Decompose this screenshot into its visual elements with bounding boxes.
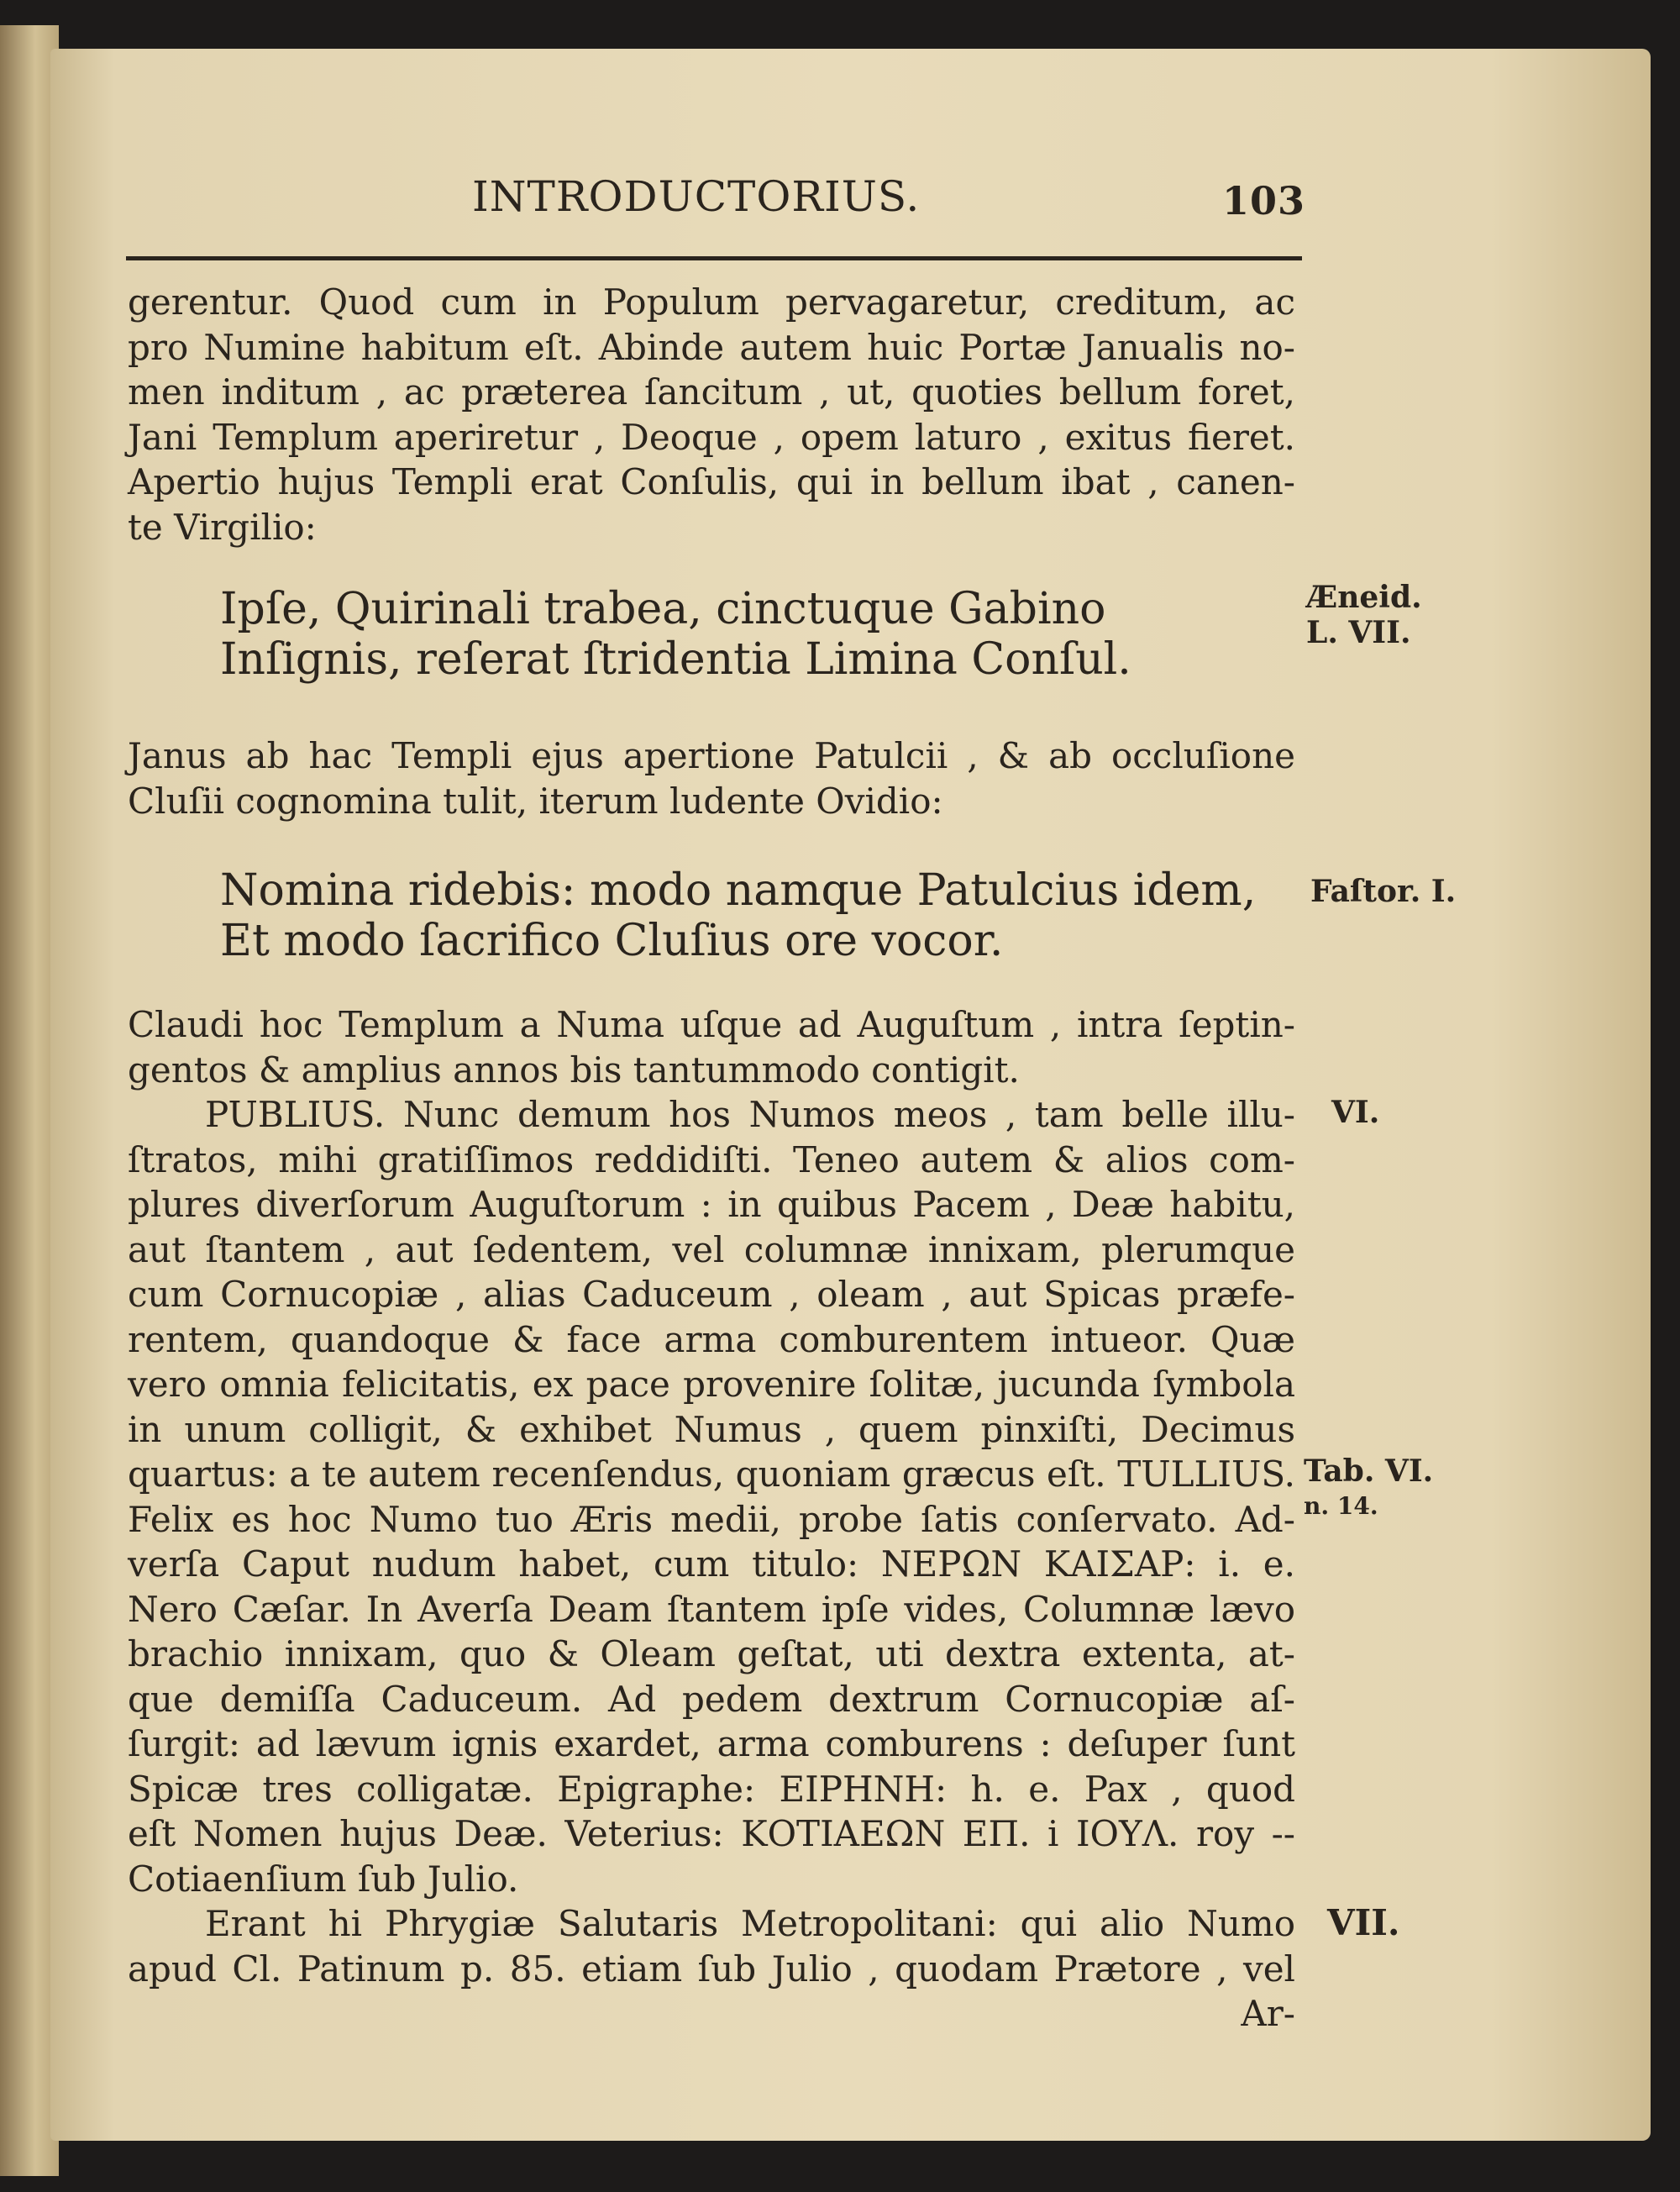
- paragraph-4: [128, 1092, 1295, 1901]
- text-line: Jani Templum aperiretur , Deoque , opem laturo , exitus fieret.: [128, 416, 1295, 458]
- text-line: Erant hi Phrygiæ Salutaris Metropolitani: qui alio Numo: [205, 1903, 1295, 1944]
- margin-text: Æneid.: [1306, 580, 1422, 615]
- text-line: Cotiaenſium ſub Julio.: [128, 1858, 519, 1900]
- text-line: aut ſtantem , aut ſedentem, vel columnæ innixam, plerumque: [128, 1228, 1295, 1270]
- verse-line: Et modo ſacrifico Cluſius ore vocor.: [220, 916, 1004, 966]
- verse-line: Inſignis, reſerat ſtridentia Limina Conſul.: [220, 634, 1131, 685]
- verse-quotation-2: [220, 865, 1256, 966]
- text-line: Felix es hoc Numo tuo Æris medii, probe ſatis conſervato. Ad-: [128, 1498, 1295, 1540]
- paragraph-3: [128, 1002, 1295, 1092]
- margin-note-fastor: Faſtor. I.: [1310, 874, 1457, 909]
- paragraph-1: [128, 280, 1295, 549]
- text-line: cum Cornucopiæ , alias Caduceum , oleam , aut Spicas præfe-: [128, 1274, 1295, 1315]
- margin-note-tab: [1304, 1453, 1433, 1524]
- text-line: Cluſii cognomina tulit, iterum ludente Ovidio:: [128, 780, 943, 822]
- page-number: 103: [1222, 178, 1306, 223]
- text-line: apud Cl. Patinum p. 85. etiam ſub Julio , quodam Prætore , vel: [128, 1948, 1295, 1990]
- paragraph-5: [128, 1901, 1295, 2037]
- margin-note-aeneid: [1306, 580, 1422, 650]
- text-line: ſurgit: ad lævum ignis exardet, arma comburens : deſuper ſunt: [128, 1723, 1295, 1764]
- text-line: ſtratos, mihi gratiſſimos reddidiſti. Teneo autem & alios com-: [128, 1138, 1295, 1180]
- text-line: vero omnia felicitatis, ex pace provenire ſolitæ, jucunda ſymbola: [128, 1364, 1295, 1405]
- text-line: men inditum , ac præterea ſancitum , ut, quoties bellum foret,: [128, 371, 1295, 413]
- text-line: brachio innixam, quo & Oleam geſtat, uti dextra extenta, at-: [128, 1633, 1295, 1674]
- text-line: PUBLIUS. Nunc demum hos Numos meos , tam belle illu-: [205, 1094, 1295, 1135]
- text-line: rentem, quandoque & face arma comburentem intueor. Quæ: [128, 1318, 1295, 1360]
- running-head: INTRODUCTORIUS.: [472, 172, 921, 221]
- text-line: Janus ab hac Templi ejus apertione Patulcii , & ab occluſione: [128, 735, 1295, 776]
- text-line: Apertio hujus Templi erat Conſulis, qui in bellum ibat , canen-: [128, 461, 1295, 502]
- margin-note-vi: VI.: [1331, 1095, 1380, 1130]
- verse-line: Ipſe, Quirinali trabea, cinctuque Gabino: [220, 584, 1106, 634]
- margin-note-vii: VII.: [1327, 1902, 1400, 1943]
- margin-text: Tab. VI.: [1304, 1453, 1434, 1489]
- text-line: verſa Caput nudum habet, cum titulo: ΝΕΡΩΝ ΚΑΙΣΑΡ: i. e.: [128, 1543, 1295, 1585]
- verse-quotation-1: [220, 584, 1131, 685]
- catchword: Ar-: [1241, 1993, 1295, 2034]
- verse-line: Nomina ridebis: modo namque Patulcius idem,: [220, 865, 1257, 916]
- text-line: plures diverſorum Auguſtorum : in quibus Pacem , Deæ habitu,: [128, 1184, 1295, 1225]
- margin-text: L. VII.: [1306, 615, 1411, 650]
- text-line: Claudi hoc Templum a Numa uſque ad Auguſtum , intra ſeptin-: [128, 1004, 1295, 1045]
- header-rule: [126, 256, 1302, 260]
- text-line: que demiſſa Caduceum. Ad pedem dextrum Cornucopiæ aſ-: [128, 1678, 1295, 1720]
- text-line: gerentur. Quod cum in Populum pervagaretur, creditum, ac: [128, 281, 1295, 323]
- text-line: Nero Cæſar. In Averſa Deam ſtantem ipſe vides, Columnæ lævo: [128, 1588, 1295, 1630]
- paragraph-2: [128, 733, 1295, 823]
- text-line: te Virgilio:: [128, 506, 317, 548]
- margin-text: n. 14.: [1304, 1492, 1378, 1520]
- text-line: gentos & amplius annos bis tantummodo contigit.: [128, 1049, 1020, 1091]
- text-line: quartus: a te autem recenſendus, quoniam græcus eſt. TULLIUS.: [128, 1453, 1295, 1495]
- text-line: in unum colligit, & exhibet Numus , quem pinxiſti, Decimus: [128, 1408, 1295, 1450]
- text-line: eſt Nomen hujus Deæ. Veterius: ΚΟΤΙΑΕΩΝ ΕΠ. i ΙΟΥΛ. roy --: [128, 1813, 1295, 1854]
- text-line: Spicæ tres colligatæ. Epigraphe: ΕΙΡΗΝΗ: h. e. Pax , quod: [128, 1768, 1295, 1810]
- text-line: pro Numine habitum eſt. Abinde autem huic Portæ Janualis no-: [128, 326, 1295, 368]
